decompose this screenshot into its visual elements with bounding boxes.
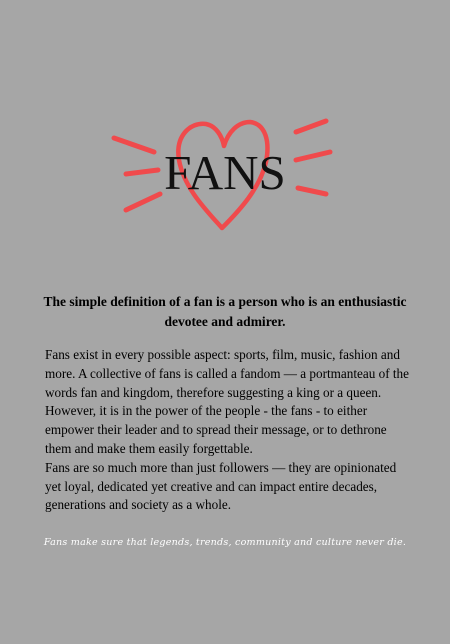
paragraph: Fans exist in every possible aspect: sports, film, music, fashion and more. A collective of fans is called a fandom — a portmanteau of the words fan and kingdom, therefore suggesting a king or a queen. However, it is in the power of the people - the fans - to either empower their leader and to spread their message, or to dethrone them and make them easily forgettable. [45,347,409,456]
tagline: Fans make sure that legends, trends, community and culture never die. [43,537,407,548]
logo-word: FANS [164,145,286,200]
paragraph: Fans are so much more than just followers — they are opinionated yet loyal, dedicated yet creative and can impact entire decades, generations and society as a whole. [45,459,397,513]
body-text [45,346,413,515]
fans-logo [110,110,340,240]
ray-right-top [296,121,326,132]
headline: The simple definition of a fan is a person who is an enthusiastic devotee and admirer. [43,294,407,329]
